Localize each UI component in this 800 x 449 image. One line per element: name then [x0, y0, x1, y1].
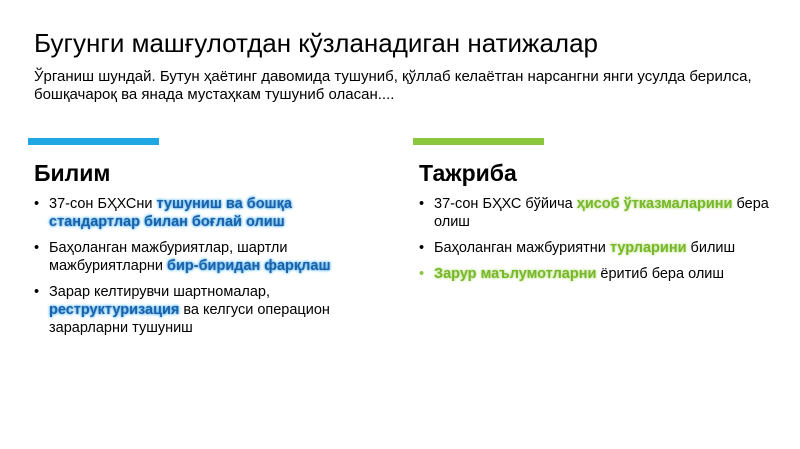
bullet: •: [419, 196, 425, 212]
bullet: •: [34, 196, 40, 212]
item-text: 37-сон БҲХСни: [49, 196, 157, 212]
list-item: [419, 239, 779, 257]
item-highlight: ҳисоб ўтказмаларини: [576, 196, 733, 212]
list-item: [34, 239, 374, 275]
bullet: •: [34, 284, 40, 300]
bullet: •: [419, 240, 425, 256]
knowledge-column: [34, 160, 374, 345]
item-highlight: реструктуризация: [49, 302, 180, 318]
item-highlight: Зарур маълумотларни: [434, 266, 597, 282]
knowledge-heading: Билим: [34, 160, 111, 186]
list-item: [34, 283, 374, 337]
item-highlight: турларини: [609, 240, 687, 256]
slide-subtitle: Ўрганиш шундай. Бутун ҳаётинг давомида тушуниб, қўллаб келаётган нарсангни янги усулда берилса, бошқачароқ ва янада мустаҳкам тушуниб оласан....: [34, 68, 752, 103]
item-text-end: билиш: [686, 240, 736, 256]
experience-heading: Тажриба: [419, 160, 517, 186]
item-text: Баҳоланган мажбуриятлар, шартли мажбуриятларни: [49, 240, 288, 274]
list-item: [34, 195, 374, 231]
list-item: [419, 265, 779, 283]
bullet: •: [419, 266, 425, 282]
list-item: [419, 195, 779, 231]
experience-accent-bar: [413, 138, 544, 145]
item-text-end: бера олиш: [434, 196, 769, 230]
bullet: •: [34, 240, 40, 256]
knowledge-accent-bar: [28, 138, 159, 145]
item-highlight: тушуниш ва бошқа стандартлар билан боғлай олиш: [49, 196, 292, 230]
item-text: 37-сон БҲХС бўйича: [434, 196, 577, 212]
experience-column: [419, 160, 779, 291]
item-text-end: ва келгуси операцион зарарларни тушуниш: [49, 302, 330, 336]
item-highlight: бир-биридан фарқлаш: [167, 258, 331, 274]
experience-list: [419, 195, 779, 283]
item-text-end: ёритиб бера олиш: [596, 266, 725, 282]
knowledge-list: [34, 195, 374, 337]
item-text: Баҳоланган мажбуриятни: [434, 240, 610, 256]
item-text: Зарар келтирувчи шартномалар,: [49, 284, 271, 300]
slide-title: Бугунги машғулотдан кўзланадиган натижалар: [34, 28, 599, 58]
